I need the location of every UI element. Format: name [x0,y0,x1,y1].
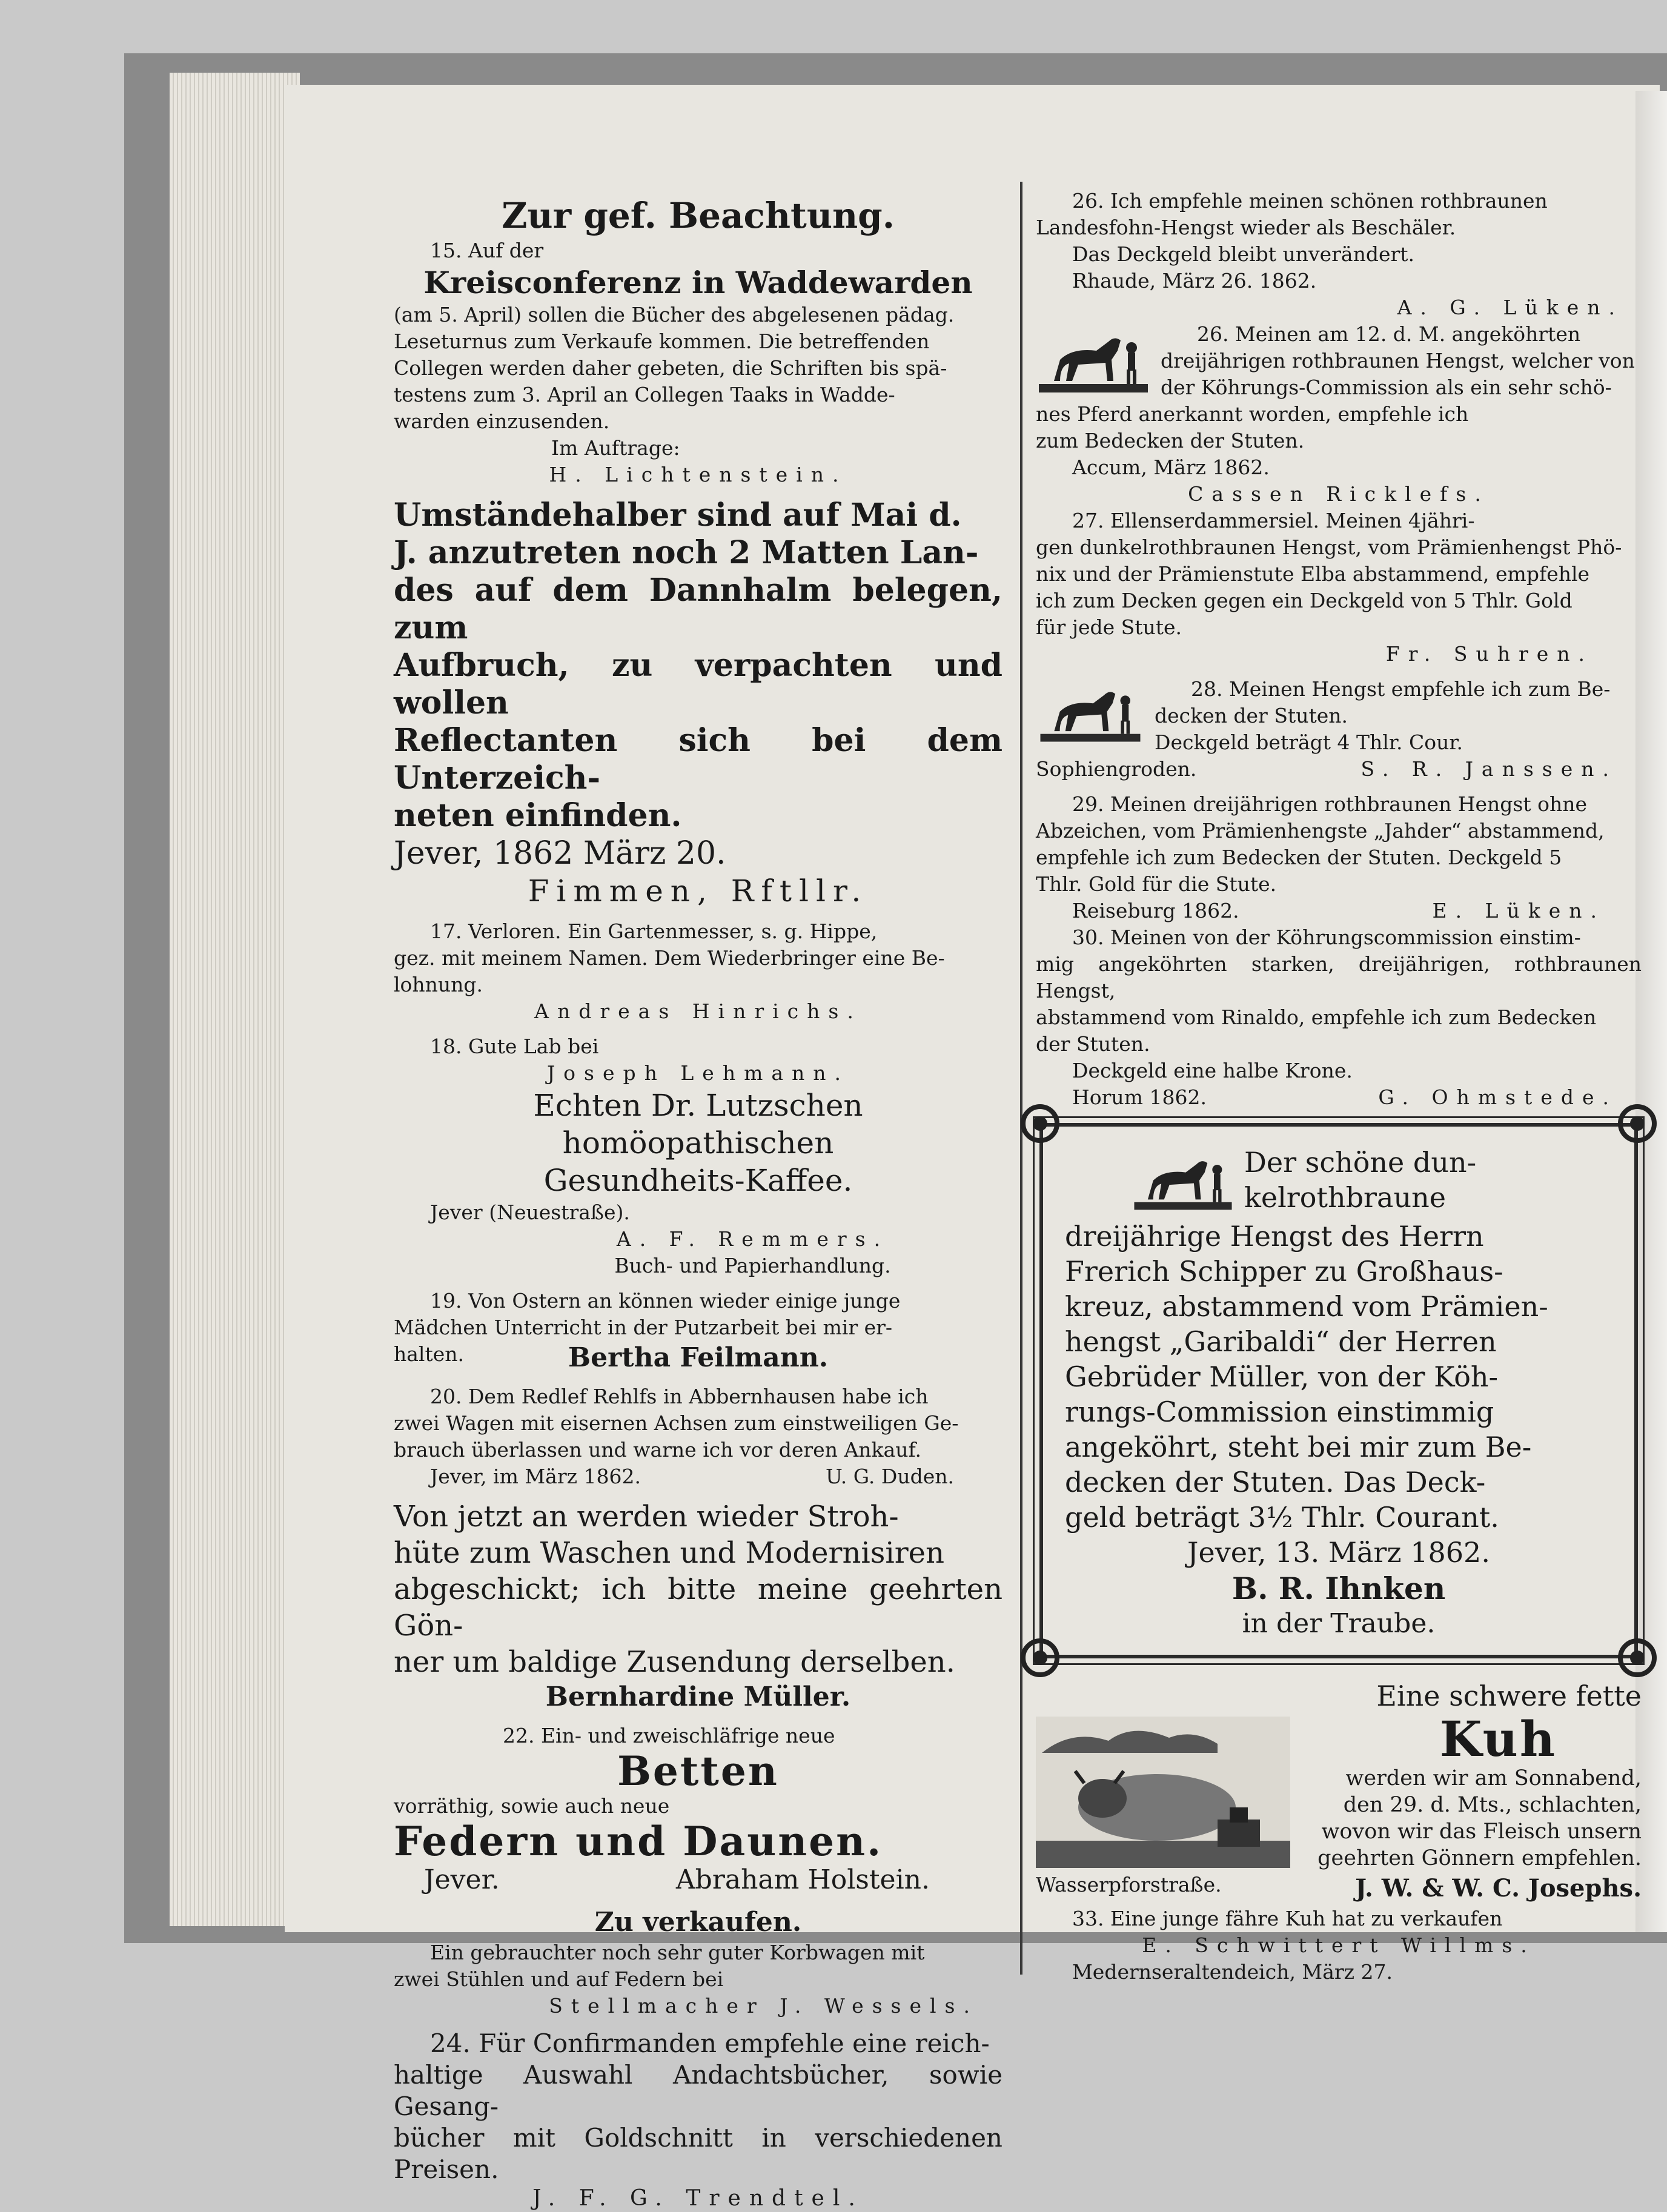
ad26b-place: Accum, März 1862. [1072,455,1270,479]
ad15-title: Kreisconferenz in Waddewarden [423,265,973,300]
ad27-line: für jede Stute. [1036,615,1182,639]
ad18-place: Jever (Neuestraße). [430,1200,630,1224]
ad30-place: Horum 1862. [1072,1085,1207,1109]
cow-illustration-icon [1036,1717,1290,1870]
corner-ornament-icon [1616,1637,1659,1679]
ad18-signature: A. F. Remmers. [616,1227,889,1251]
ad18-title: Gesundheits-Kaffee. [543,1163,853,1198]
ad-27 [1036,508,1642,667]
ad33-signature: E. Schwittert Willms. [1142,1933,1536,1957]
horse-icon [1036,678,1145,747]
ad30-line: der Stuten. [1036,1032,1150,1056]
ad33-line: 33. Eine junge fähre Kuh hat zu verkaufen [1072,1907,1503,1930]
ad19-line: Mädchen Unterricht in der Putzarbeit bei mir er- [394,1316,893,1339]
ad29-line: Thlr. Gold für die Stute. [1036,872,1277,896]
ad27-line: 27. Ellenserdammersiel. Meinen 4jähri- [1072,509,1475,532]
ad-26b [1036,321,1642,508]
ad31-line: kelrothbraune [1244,1181,1446,1214]
ad19-line: halten. [394,1342,465,1366]
ad21-line: ner um baldige Zusendung derselben. [394,1645,955,1679]
ad28-line: Deckgeld beträgt 4 Thlr. Cour. [1155,730,1463,754]
corner-ornament-icon [1616,1102,1659,1145]
ad18-name: Joseph Lehmann. [546,1061,850,1085]
ad-19 [394,1288,1003,1375]
page-edges [170,73,300,1926]
ad-28 [1036,676,1642,783]
ad28-place: Sophiengroden. [1036,757,1197,781]
ad30-signature: G. Ohmstede. [1378,1085,1617,1109]
ad22-signature: Abraham Holstein. [675,1864,930,1895]
ad-29 [1036,791,1642,924]
ad31-line: rungs-Commission einstimmig [1065,1396,1494,1428]
ad30-line: mig angeköhrten starken, dreijährigen, rothbraunen Hengst, [1036,952,1642,1002]
ad16-place: Jever, 1862 März 20. [394,835,726,872]
ad-24 [394,2028,1003,2212]
ad24-line: 24. Für Confirmanden empfehle eine reich- [430,2028,990,2058]
ad31-sub: in der Traube. [1242,1608,1436,1639]
ad15-num: 15. [430,239,462,262]
corner-ornament-icon [1019,1637,1061,1679]
ad21-line: hüte zum Waschen und Modernisiren [394,1536,944,1570]
ad26b-line: der Köhrungs-Commission als ein sehr schö- [1161,376,1612,399]
ad26a-line: Landesfohn-Hengst wieder als Beschäler. [1036,216,1456,239]
ad18-sub: Buch- und Papierhandlung. [614,1254,891,1277]
ad-23 [394,1906,1003,2019]
ad21-line: Von jetzt an werden wieder Stroh- [394,1500,899,1534]
ad29-line: 29. Meinen dreijährigen rothbraunen Hengst ohne [1072,792,1588,816]
ad-26a [1036,188,1642,321]
ad16-line: neten einfinden. [394,797,682,834]
ad22-title: Federn und Daunen. [394,1818,883,1865]
ad15-lead: Auf der [468,239,544,262]
ad15-line: (am 5. April) sollen die Bücher des abgelesenen pädag. [394,303,955,326]
ad31-place: Jever, 13. März 1862. [1187,1536,1490,1569]
ad17-signature: Andreas Hinrichs. [534,999,862,1023]
ad16-signature: Fimmen, Rftllr. [528,873,869,909]
ad32-title: Kuh [1439,1710,1557,1767]
ad18-line: 18. Gute Lab bei [430,1035,599,1058]
ad15-line: Collegen werden daher gebeten, die Schriften bis spä- [394,356,947,380]
ad31-line: dreijährige Hengst des Herrn [1065,1220,1484,1253]
ad28-signature: S. R. Janssen. [1360,757,1617,781]
ad33-place: Medernseraltendeich, März 27. [1072,1960,1393,1984]
ad32-line: geehrten Gönnern empfehlen. [1317,1846,1642,1870]
ad-17 [394,918,1003,1025]
ad32-line: werden wir am Sonnabend, [1345,1766,1642,1790]
ad15-signature: H. Lichtenstein. [549,463,847,486]
ad28-line: decken der Stuten. [1155,704,1348,727]
ad16-line: Umständehalber sind auf Mai d. [394,497,962,534]
ad31-line: hengst „Garibaldi“ der Herren [1065,1325,1497,1358]
ad15-line: Leseturnus zum Verkaufe kommen. Die betreffenden [394,329,930,353]
ad32-signature: J. W. & W. C. Josephs. [1355,1874,1642,1902]
heading: Zur gef. Beachtung. [502,195,895,236]
right-column [1036,188,1642,1985]
ad-30 [1036,924,1642,1111]
ad31-line: decken der Stuten. Das Deck- [1065,1466,1486,1498]
ad21-signature: Bernhardine Müller. [545,1681,851,1712]
ad26a-signature: A. G. Lüken. [1397,296,1623,319]
ad26b-line: zum Bedecken der Stuten. [1036,429,1305,452]
ad-22 [394,1723,1003,1897]
ad23-line: zwei Stühlen und auf Federn bei [394,1967,724,1991]
ad29-line: empfehle ich zum Bedecken der Stuten. Deckgeld 5 [1036,846,1562,869]
ad20-place: Jever, im März 1862. [430,1465,641,1488]
ad20-signature: U. G. Duden. [825,1465,954,1488]
ad24-line: bücher mit Goldschnitt in verschiedenen Preisen. [394,2123,1003,2184]
column-rule [1020,182,1022,1975]
ad31-line: kreuz, abstammend vom Prämien- [1065,1290,1548,1323]
ad19-signature: Bertha Feilmann. [568,1342,829,1373]
ad28-line: 28. Meinen Hengst empfehle ich zum Be- [1191,677,1611,701]
ad-20 [394,1383,1003,1490]
ad-18 [394,1033,1003,1279]
ad24-signature: J. F. G. Trendtel. [532,2186,864,2211]
ad31-line: Der schöne dun- [1244,1146,1477,1179]
ad21-line: abgeschickt; ich bitte meine geehrten Gön- [394,1572,1003,1643]
ad29-signature: E. Lüken. [1432,899,1605,922]
ad20-line: zwei Wagen mit eisernen Achsen zum einstweiligen Ge- [394,1411,959,1435]
ad31-signature: B. R. Ihnken [1231,1571,1446,1606]
ad17-line: lohnung. [394,973,483,996]
ad32-line: wovon wir das Fleisch unsern [1321,1820,1642,1844]
ad27-signature: Fr. Suhren. [1385,642,1593,666]
ad17-line: 17. Verloren. Ein Gartenmesser, s. g. Hippe, [430,919,878,943]
ad32-line: den 29. d. Mts., schlachten, [1343,1793,1642,1817]
ad15-order: Im Auftrage: [551,436,680,460]
ad26b-line: nes Pferd anerkannt worden, empfehle ich [1036,402,1469,426]
horse-icon [1132,1147,1235,1216]
ad26b-line: 26. Meinen am 12. d. M. angeköhrten [1197,322,1581,346]
ad27-line: nix und der Prämienstute Elba abstammend, empfehle [1036,562,1590,586]
ad-32 [1036,1679,1642,1906]
ad16-line: J. anzutreten noch 2 Matten Lan- [394,534,979,571]
ad-33 [1036,1906,1642,1985]
ad27-line: ich zum Decken gegen ein Deckgeld von 5 Thlr. Gold [1036,589,1573,612]
ad30-line: 30. Meinen von der Köhrungscommission einstim- [1072,926,1581,949]
ad26a-line: Das Deckgeld bleibt unverändert. [1072,242,1415,266]
ad26a-line: 26. Ich empfehle meinen schönen rothbraunen [1072,189,1548,213]
ad30-line: abstammend vom Rinaldo, empfehle ich zum Bedecken [1036,1005,1597,1029]
ad-21 [394,1498,1003,1714]
ad19-line: 19. Von Ostern an können wieder einige junge [430,1289,901,1313]
left-column [394,194,1003,2212]
ad23-line: Ein gebrauchter noch sehr guter Korbwagen mit [430,1941,925,1964]
ad23-signature: Stellmacher J. Wessels. [549,1994,978,2018]
ad32-place: Wasserpforstraße. [1036,1873,1222,1896]
ad31-line: Frerich Schipper zu Großhaus- [1065,1255,1503,1288]
ad26b-signature: Cassen Ricklefs. [1188,482,1490,506]
ad-15 [394,237,1003,488]
ad22-title: Betten [617,1747,779,1795]
ad22-place: Jever. [424,1864,500,1895]
ad20-line: 20. Dem Redlef Rehlfs in Abbernhausen habe ich [430,1385,929,1408]
ad26b-line: dreijährigen rothbraunen Hengst, welcher von [1161,349,1635,373]
ad17-line: gez. mit meinem Namen. Dem Wiederbringer eine Be- [394,946,945,970]
ad27-line: gen dunkelrothbraunen Hengst, vom Prämienhengst Phö- [1036,535,1622,559]
ad29-line: Abzeichen, vom Prämienhengste „Jahder“ abstammend, [1036,819,1605,843]
ad18-title: Echten Dr. Lutzschen homöopathischen [533,1088,863,1161]
ad-16 [394,497,1003,910]
corner-ornament-icon [1019,1102,1061,1145]
horse-icon [1036,323,1151,399]
ad31-line: geld beträgt 3½ Thlr. Courant. [1065,1501,1499,1534]
ad15-line: testens zum 3. April an Collegen Taaks in Wadde- [394,383,895,406]
ad24-line: haltige Auswahl Andachtsbücher, sowie Gesang- [394,2060,1003,2121]
ad32-line: Eine schwere fette [1376,1680,1642,1712]
ad-31-framed [1039,1123,1638,1658]
ad30-line: Deckgeld eine halbe Krone. [1072,1059,1353,1082]
ad29-place: Reiseburg 1862. [1072,899,1239,922]
ad22-line: vorräthig, sowie auch neue [394,1794,670,1818]
ad15-line: warden einzusenden. [394,409,610,433]
ad31-line: Gebrüder Müller, von der Köh- [1065,1360,1499,1393]
ad16-line: Aufbruch, zu verpachten und wollen [394,647,1003,721]
ad26a-place: Rhaude, März 26. 1862. [1072,269,1317,293]
ad16-line: Reflectanten sich bei dem Unterzeich- [394,722,1003,796]
ad22-line: 22. Ein- und zweischläfrige neue [503,1724,835,1747]
ad31-line: angeköhrt, steht bei mir zum Be- [1065,1431,1532,1463]
ad20-line: brauch überlassen und warne ich vor deren Ankauf. [394,1438,921,1462]
ad23-title: Zu verkaufen. [594,1907,802,1938]
ad16-line: des auf dem Dannhalm belegen, zum [394,572,1003,646]
